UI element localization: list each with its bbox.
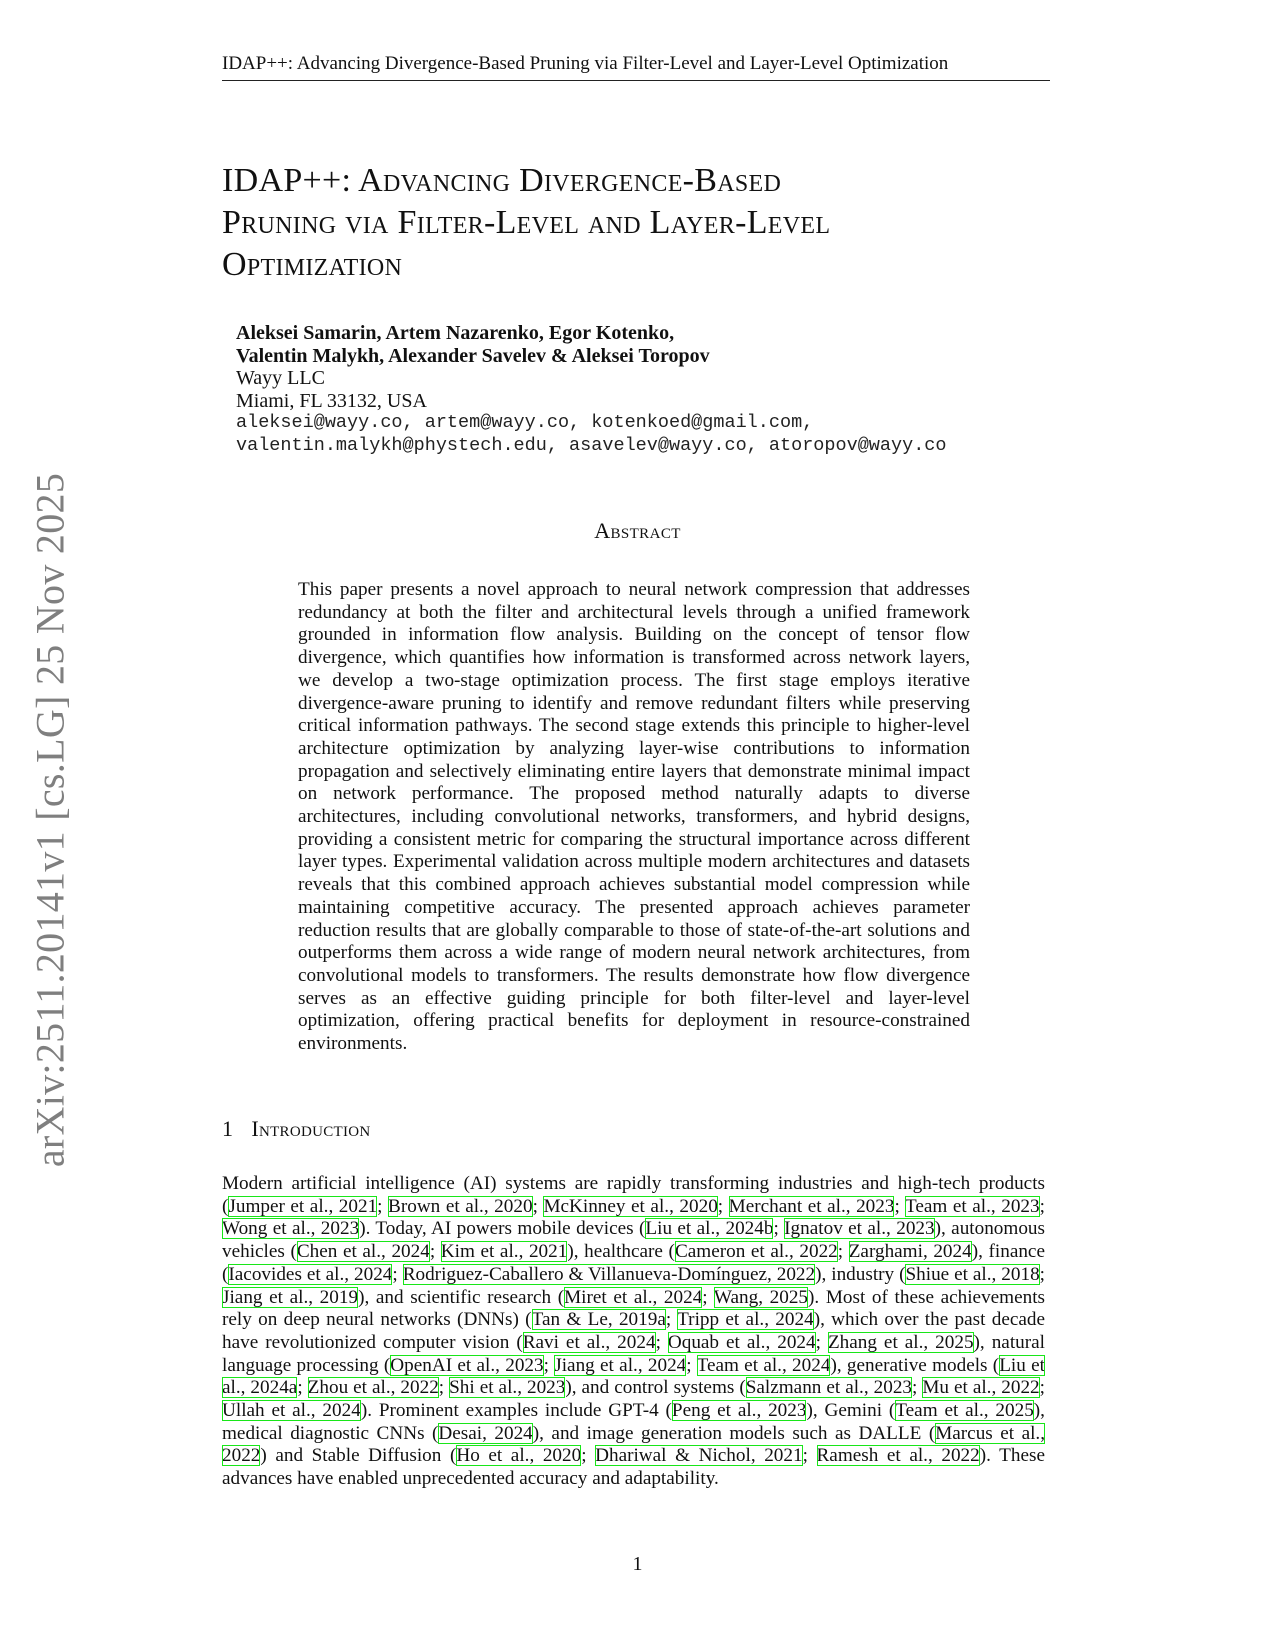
- body-text: ), industry (: [815, 1263, 906, 1285]
- citation-link[interactable]: Desai, 2024: [438, 1422, 533, 1444]
- citation-link[interactable]: Jumper et al., 2021: [228, 1195, 378, 1217]
- citation-link[interactable]: Marcus et al., 2022: [222, 1422, 1046, 1467]
- body-text: ), finance (: [222, 1241, 1045, 1285]
- body-text: ), which over the past decade have revolutionized computer vision (: [222, 1309, 1045, 1353]
- author-names: Aleksei Samarin, Artem Nazarenko, Egor Kotenko,: [236, 322, 675, 344]
- citation-link[interactable]: OpenAI et al., 2023: [390, 1354, 544, 1376]
- section-heading-introduction: [222, 1116, 371, 1142]
- affiliation: Wayy LLC: [236, 367, 325, 389]
- body-text: ;: [1039, 1263, 1046, 1285]
- citation-link[interactable]: Oquab et al., 2024: [667, 1331, 816, 1353]
- body-text: ;: [543, 1354, 555, 1376]
- section-title: Introduction: [251, 1116, 371, 1141]
- body-text: ), and image generation models such as DALLE (: [532, 1422, 936, 1444]
- location: Miami, FL 33132, USA: [236, 389, 427, 412]
- citation-link[interactable]: Liu et al., 2024a: [222, 1354, 1045, 1399]
- citation-link[interactable]: Chen et al., 2024: [296, 1241, 430, 1263]
- citation-link[interactable]: Ramesh et al., 2022: [816, 1445, 980, 1467]
- citation-link[interactable]: Ravi et al., 2024: [522, 1331, 656, 1353]
- citation-link[interactable]: Shiue et al., 2018: [905, 1263, 1040, 1285]
- citation-link[interactable]: Team et al., 2023: [905, 1195, 1040, 1217]
- body-text: ;: [773, 1218, 785, 1240]
- arxiv-sidebar-stamp: [28, 450, 72, 1190]
- body-text: ;: [429, 1241, 441, 1263]
- body-text: ), healthcare (: [567, 1241, 675, 1263]
- introduction-paragraph: [222, 1173, 1045, 1491]
- body-text: ;: [717, 1195, 729, 1217]
- body-text: ). Prominent examples include GPT-4 (: [360, 1400, 672, 1422]
- body-text: ). These advances have enabled unprecedented accuracy and adaptability.: [222, 1445, 1045, 1490]
- body-text: ;: [392, 1263, 403, 1285]
- paper-title: [222, 160, 1052, 286]
- body-text: ;: [438, 1377, 450, 1399]
- body-text: ;: [655, 1331, 668, 1353]
- author-emails[interactable]: valentin.malykh@phystech.edu, asavelev@wayy.co, atoropov@wayy.co: [236, 434, 947, 456]
- author-names: Valentin Malykh, Alexander Savelev & Aleksei Toropov: [236, 344, 710, 367]
- body-text: ;: [532, 1195, 544, 1217]
- body-text: ), autonomous vehicles (: [222, 1218, 1045, 1263]
- citation-link[interactable]: Zhang et al., 2025: [827, 1331, 974, 1353]
- citation-link[interactable]: Team et al., 2024: [696, 1354, 831, 1376]
- body-text: ;: [297, 1377, 308, 1399]
- citation-link[interactable]: Iacovides et al., 2024: [228, 1263, 393, 1285]
- page-number: 1: [632, 1553, 643, 1575]
- citation-link[interactable]: Wang, 2025: [713, 1286, 809, 1308]
- body-text: ;: [702, 1286, 714, 1308]
- citation-link[interactable]: Dhariwal & Nichol, 2021: [595, 1445, 803, 1467]
- citation-link[interactable]: Ullah et al., 2024: [222, 1400, 361, 1422]
- arxiv-identifier: arXiv:2511.20141v1 [cs.LG] 25 Nov 2025: [27, 472, 73, 1168]
- title-line: Pruning via Filter-Level and Layer-Level: [222, 204, 831, 241]
- body-text: ;: [686, 1354, 697, 1376]
- body-text: ;: [1039, 1195, 1045, 1217]
- citation-link[interactable]: Brown et al., 2020: [388, 1195, 533, 1217]
- citation-link[interactable]: Ho et al., 2020: [456, 1445, 582, 1467]
- citation-link[interactable]: Mu et al., 2022: [922, 1377, 1040, 1399]
- citation-link[interactable]: Rodriguez-Caballero & Villanueva-Domínguez, 2022: [402, 1263, 816, 1285]
- body-text: ;: [837, 1241, 849, 1263]
- citation-link[interactable]: Peng et al., 2023: [671, 1400, 807, 1422]
- citation-link[interactable]: Ignatov et al., 2023: [784, 1218, 935, 1240]
- body-text: ), natural language processing (: [222, 1331, 1045, 1376]
- body-text: ;: [581, 1445, 596, 1467]
- body-text: ;: [377, 1195, 389, 1217]
- citation-link[interactable]: Jiang et al., 2019: [222, 1286, 359, 1308]
- citation-link[interactable]: Wong et al., 2023: [222, 1218, 360, 1240]
- body-text: ;: [815, 1331, 828, 1353]
- citation-link[interactable]: Kim et al., 2021: [440, 1241, 568, 1263]
- citation-link[interactable]: Jiang et al., 2024: [554, 1354, 687, 1376]
- citation-link[interactable]: Team et al., 2025: [895, 1400, 1034, 1422]
- title-line: IDAP++: Advancing Divergence-Based: [222, 162, 782, 199]
- body-text: ;: [1039, 1377, 1045, 1399]
- body-text: ;: [894, 1195, 905, 1217]
- abstract-text: This paper presents a novel approach to neural network compression that addresses redundancy at both the filter and architectural levels through a unified framework grounded in information flow analysis. Building on the concept of tensor flow divergence, which quantifies how information is transformed across network layers, we develop a two-stage optimization process. The first stage employs iterative divergence-aware pruning to identify and remove redundant filters while preserving critical information pathways. The second stage extends this principle to higher-level architecture optimization by analyzing layer-wise contributions to information propagation and selectively eliminating entire layers that demonstrate minimal impact on network performance. The proposed method naturally adapts to diverse architectures, including convolutional networks, transformers, and hybrid designs, providing a consistent metric for comparing the structural importance across different layer types. Experimental validation across multiple modern architectures and datasets reveals that this combined approach achieves substantial model compression while maintaining competitive accuracy. The presented approach achieves parameter reduction results that are globally comparable to those of state-of-the-art solutions and outperforms them across a wide range of modern neural network architectures, from convolutional models to transformers. The results demonstrate how flow divergence serves as an effective guiding principle for both filter-level and layer-level optimization, offering practical benefits for deployment in resource-constrained environments.: [298, 579, 970, 1055]
- title-line: Optimization: [222, 246, 403, 283]
- body-text: ). Today, AI powers mobile devices (: [359, 1218, 646, 1240]
- body-text: ), Gemini (: [806, 1400, 896, 1422]
- citation-link[interactable]: Merchant et al., 2023: [728, 1195, 895, 1217]
- body-text: ), and control systems (: [565, 1377, 746, 1399]
- citation-link[interactable]: Zarghami, 2024: [848, 1241, 972, 1263]
- citation-link[interactable]: Tripp et al., 2024: [677, 1309, 814, 1331]
- body-text: ), medical diagnostic CNNs (: [222, 1400, 1045, 1444]
- body-text: ;: [802, 1445, 817, 1467]
- citation-link[interactable]: Cameron et al., 2022: [674, 1241, 838, 1263]
- citation-link[interactable]: Tan & Le, 2019a: [531, 1309, 666, 1331]
- citation-link[interactable]: Miret et al., 2024: [564, 1286, 703, 1308]
- citation-link[interactable]: Salzmann et al., 2023: [745, 1377, 913, 1399]
- body-text: ) and Stable Diffusion (: [260, 1445, 457, 1467]
- citation-link[interactable]: Shi et al., 2023: [449, 1377, 566, 1399]
- section-number: 1: [222, 1116, 234, 1141]
- citation-link[interactable]: McKinney et al., 2020: [543, 1195, 718, 1217]
- body-text: ), and scientific research (: [358, 1286, 565, 1308]
- body-text: Modern artificial intelligence (AI) systems are rapidly transforming industries and high-tech products (: [222, 1173, 1045, 1217]
- abstract-heading: Abstract: [594, 518, 681, 543]
- body-text: ;: [665, 1309, 678, 1331]
- citation-link[interactable]: Zhou et al., 2022: [307, 1377, 439, 1399]
- citation-link[interactable]: Liu et al., 2024b: [645, 1218, 774, 1240]
- author-emails[interactable]: aleksei@wayy.co, artem@wayy.co, kotenkoed@gmail.com,: [236, 412, 814, 433]
- author-block: [236, 322, 1056, 457]
- running-head: IDAP++: Advancing Divergence-Based Pruning via Filter-Level and Layer-Level Optimization: [222, 52, 1050, 81]
- body-text: ), generative models (: [830, 1354, 1000, 1376]
- body-text: ). Most of these achievements rely on deep neural networks (DNNs) (: [222, 1286, 1046, 1331]
- body-text: ;: [912, 1377, 923, 1399]
